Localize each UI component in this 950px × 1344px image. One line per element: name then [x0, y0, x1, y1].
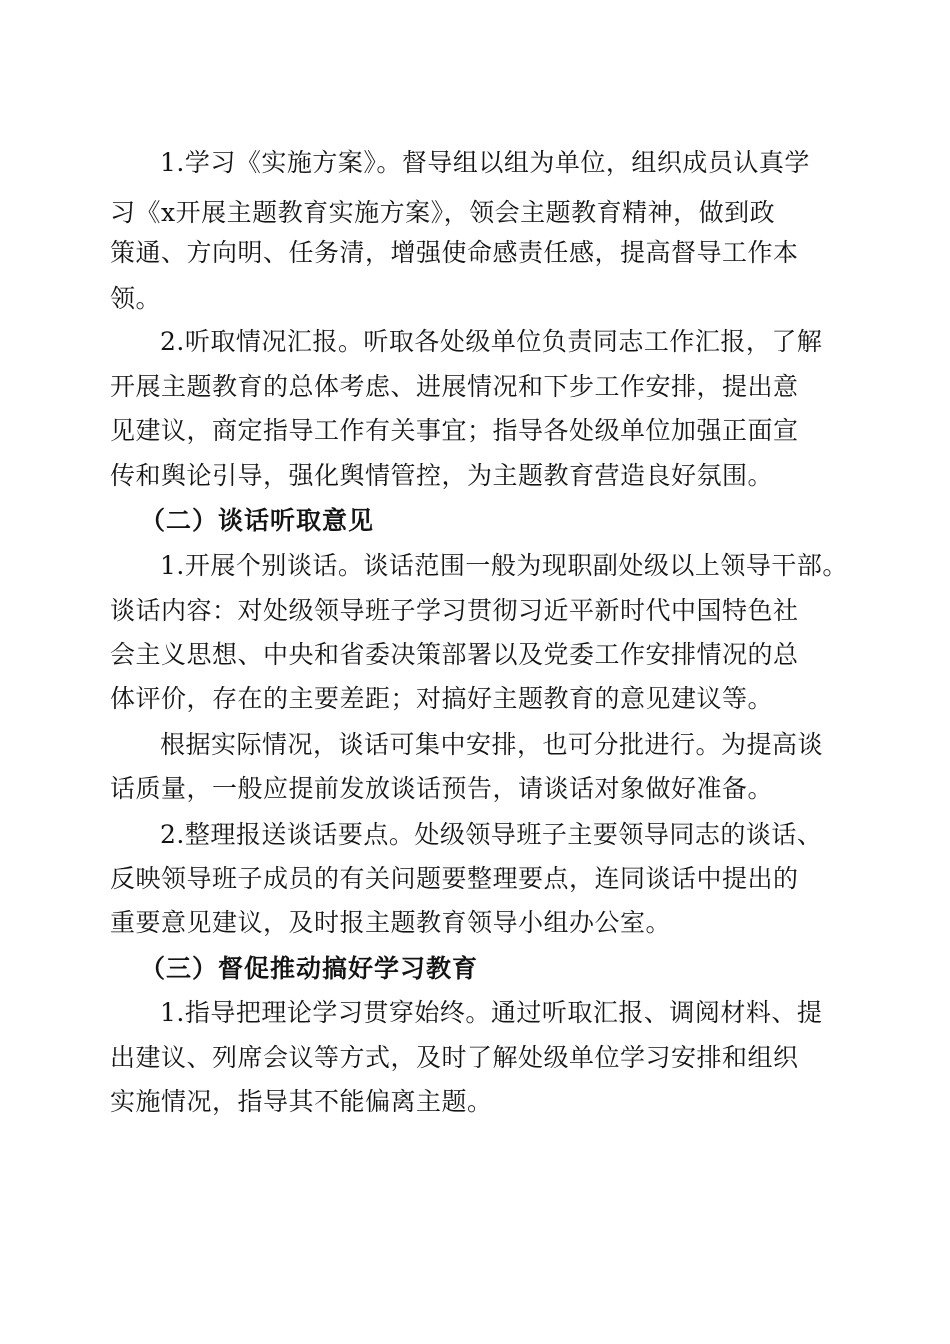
paragraph-2-line-1: 2.听取情况汇报。听取各处级单位负责同志工作汇报，了解	[160, 327, 823, 356]
paragraph-1-line-3: 策通、方向明、任务清，增强使命感责任感，提高督导工作本	[110, 238, 799, 267]
paragraph-3-line-1: 1.开展个别谈话。谈话范围一般为现职副处级以上领导干部。	[160, 551, 848, 580]
paragraph-6-line-1: 1.指导把理论学习贯穿始终。通过听取汇报、调阅材料、提	[160, 998, 823, 1027]
paragraph-6-line-2: 出建议、列席会议等方式，及时了解处级单位学习安排和组织	[110, 1043, 799, 1072]
paragraph-5-line-3: 重要意见建议，及时报主题教育领导小组办公室。	[110, 908, 672, 937]
paragraph-2-line-2: 开展主题教育的总体考虑、进展情况和下步工作安排，提出意	[110, 372, 799, 401]
paragraph-1-line-4: 领。	[110, 284, 162, 313]
paragraph-1-line-2: 习《x开展主题教育实施方案》，领会主题教育精神，做到政	[110, 198, 776, 227]
paragraph-6-line-3: 实施情况，指导其不能偏离主题。	[110, 1087, 493, 1116]
paragraph-2-line-3: 见建议，商定指导工作有关事宜；指导各处级单位加强正面宣	[110, 416, 799, 445]
paragraph-4-line-1: 根据实际情况，谈话可集中安排，也可分批进行。为提高谈	[160, 730, 824, 759]
paragraph-3-line-2: 谈话内容：对处级领导班子学习贯彻习近平新时代中国特色社	[110, 596, 799, 625]
section-heading-3: （三）督促推动搞好学习教育	[140, 954, 479, 983]
paragraph-4-line-2: 话质量，一般应提前发放谈话预告，请谈话对象做好准备。	[110, 774, 774, 803]
paragraph-3-line-3: 会主义思想、中央和省委决策部署以及党委工作安排情况的总	[110, 640, 799, 669]
paragraph-2-line-4: 传和舆论引导，强化舆情管控，为主题教育营造良好氛围。	[110, 461, 774, 490]
section-heading-2: （二）谈话听取意见	[140, 506, 375, 535]
paragraph-1-line-1: 1.学习《实施方案》。督导组以组为单位，组织成员认真学	[160, 148, 810, 177]
paragraph-5-line-2: 反映领导班子成员的有关问题要整理要点，连同谈话中提出的	[110, 864, 799, 893]
paragraph-5-line-1: 2.整理报送谈话要点。处级领导班子主要领导同志的谈话、	[160, 820, 823, 849]
paragraph-3-line-4: 体评价，存在的主要差距；对搞好主题教育的意见建议等。	[110, 684, 774, 713]
